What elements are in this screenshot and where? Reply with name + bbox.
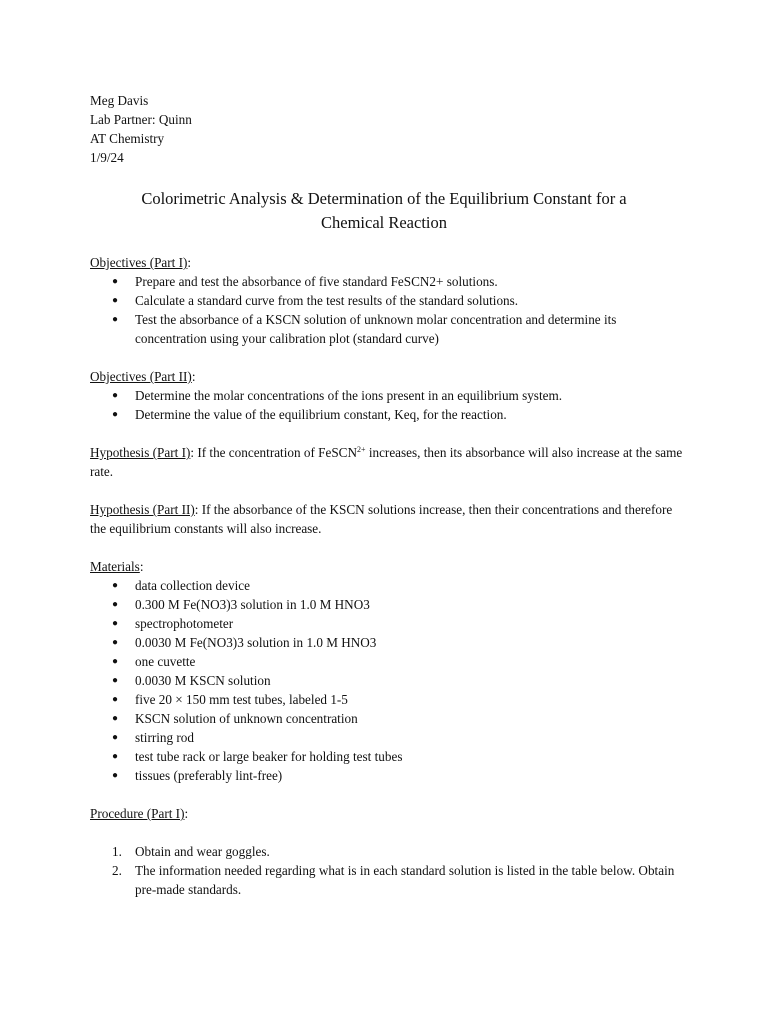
hypothesis-part1-heading: Hypothesis (Part I) — [90, 445, 191, 460]
materials-heading: Materials: — [90, 559, 144, 574]
lab-partner: Lab Partner: Quinn — [90, 112, 192, 127]
objectives-part2-heading: Objectives (Part II): — [90, 369, 196, 384]
hypothesis-part2: Hypothesis (Part II): If the absorbance of the KSCN solutions increase, then their concentrations and therefore the equilibrium constants will also increase. — [90, 502, 673, 536]
title-line-1: Colorimetric Analysis & Determination of the Equilibrium Constant for a — [141, 189, 627, 208]
list-item: ● test tube rack or large beaker for holding test tubes — [90, 747, 690, 766]
list-item: ● 0.300 M Fe(NO3)3 solution in 1.0 M HNO3 — [90, 595, 690, 614]
document-content — [90, 91, 690, 899]
objectives-part1-heading: Objectives (Part I): — [90, 255, 192, 270]
list-item: ● 0.0030 M KSCN solution — [90, 671, 690, 690]
list-item: ● one cuvette — [90, 652, 690, 671]
materials-list — [90, 576, 690, 785]
procedure-part1-heading: Procedure (Part I): — [90, 806, 189, 821]
step-number: 1. — [112, 844, 122, 859]
document-title — [90, 187, 678, 235]
charge-superscript: 2+ — [357, 445, 366, 454]
procedure-step — [90, 842, 690, 861]
title-line-2: Chemical Reaction — [321, 213, 447, 232]
procedure-part1-list — [90, 842, 690, 899]
list-item: ● Prepare and test the absorbance of five standard FeSCN2+ solutions. — [90, 272, 690, 291]
list-item: ● KSCN solution of unknown concentration — [90, 709, 690, 728]
list-item: ● stirring rod — [90, 728, 690, 747]
list-item: ● Determine the molar concentrations of the ions present in an equilibrium system. — [90, 386, 690, 405]
list-item: ● Calculate a standard curve from the test results of the standard solutions. — [90, 291, 690, 310]
step-text: The information needed regarding what is in each standard solution is listed in the table below. Obtain pre-made standards. — [135, 863, 675, 897]
step-text: Obtain and wear goggles. — [135, 844, 270, 859]
course-name: AT Chemistry — [90, 131, 165, 146]
step-number: 2. — [112, 863, 122, 878]
list-item: ● Test the absorbance of a KSCN solution of unknown molar concentration and determine its concentration using your calibration plot (standard curve) — [90, 310, 690, 348]
hypothesis-part2-heading: Hypothesis (Part II) — [90, 502, 195, 517]
list-item: ● five 20 × 150 mm test tubes, labeled 1-5 — [90, 690, 690, 709]
objectives-part1-list — [90, 272, 690, 348]
hypothesis-part1: Hypothesis (Part I): If the concentration of FeSCN$^{2+}$ increases, then its absorbance will also increase at the same rate. — [90, 445, 683, 479]
list-item: ● 0.0030 M Fe(NO3)3 solution in 1.0 M HNO3 — [90, 633, 690, 652]
author-name: Meg Davis — [90, 93, 149, 108]
list-item: ● data collection device — [90, 576, 690, 595]
procedure-step — [90, 861, 690, 899]
objectives-part2-list — [90, 386, 690, 424]
list-item: ● spectrophotometer — [90, 614, 690, 633]
list-item: ● tissues (preferably lint-free) — [90, 766, 690, 785]
list-item: ● Determine the value of the equilibrium constant, Keq, for the reaction. — [90, 405, 690, 424]
report-date: 1/9/24 — [90, 150, 124, 165]
